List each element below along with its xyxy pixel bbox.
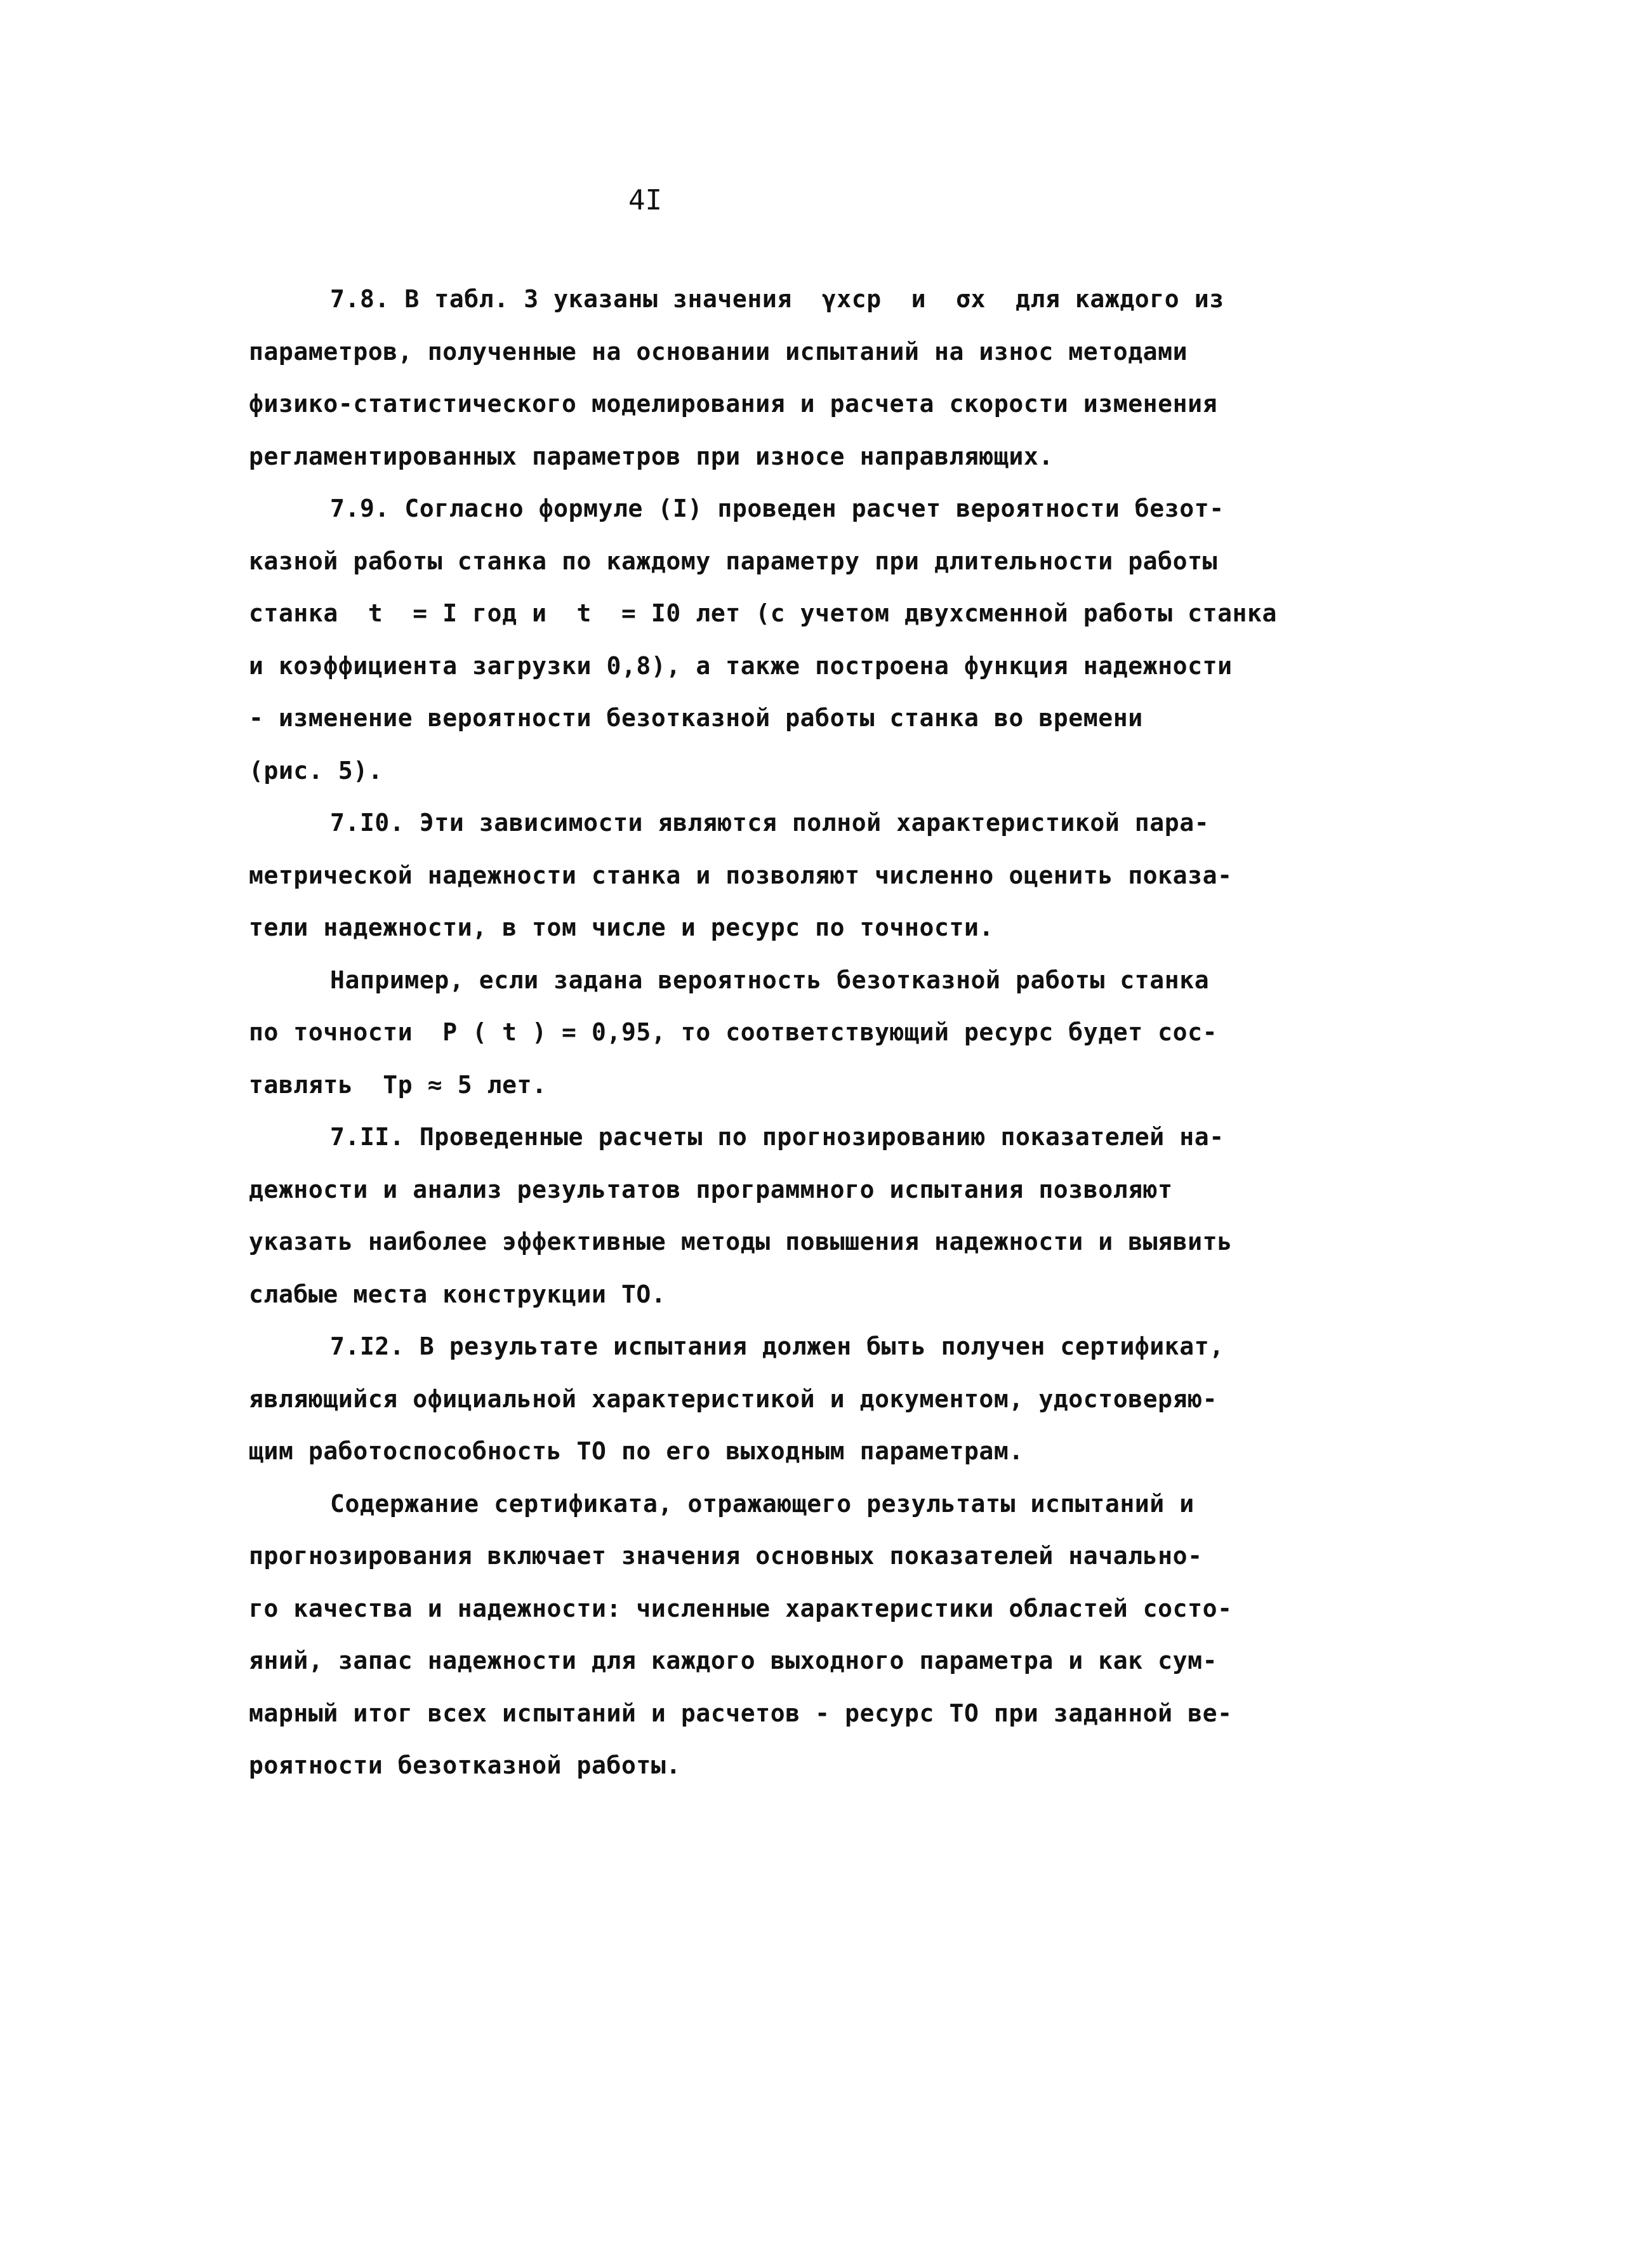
text-line: роятности безотказной работы. [249,1751,681,1779]
text-line: тели надежности, в том числе и ресурс по точности. [249,913,994,941]
text-line: слабые места конструкции ТО. [249,1280,666,1308]
text-line: 7.I2. В результате испытания должен быть получен сертификат, [330,1332,1224,1360]
text-line: 7.I0. Эти зависимости являются полной характеристикой пара- [330,809,1210,837]
text-line: станка t = I год и t = I0 лет (с учетом двухсменной работы станка [249,599,1277,627]
text-line: марный итог всех испытаний и расчетов - ресурс ТО при заданной ве- [249,1699,1233,1727]
text-line: Содержание сертификата, отражающего результаты испытаний и [330,1489,1195,1518]
text-line: регламентированных параметров при износе направляющих. [249,442,1054,470]
text-line: по точности P ( t ) = 0,95, то соответствующий ресурс будет сос- [249,1018,1218,1046]
text-line: дежности и анализ результатов программного испытания позволяют [249,1175,1173,1204]
text-line: щим работоспособность ТО по его выходным параметрам. [249,1437,1024,1465]
text-line: метрической надежности станка и позволяют численно оценить показа- [249,861,1233,889]
text-line: го качества и надежности: численные характеристики областей состо- [249,1594,1233,1622]
text-line: тавлять Tр ≈ 5 лет. [249,1070,547,1099]
text-line: и коэффициента загрузки 0,8), а также построена функция надежности [249,651,1233,680]
body-text [249,273,1328,1792]
text-line: (рис. 5). [249,756,383,785]
text-line: прогнозирования включает значения основных показателей начально- [249,1542,1203,1570]
text-line: 7.II. Проведенные расчеты по прогнозированию показателей на- [330,1123,1224,1151]
text-line: указать наиболее эффективные методы повышения надежности и выявить [249,1228,1233,1256]
text-line: 7.9. Согласно формуле (I) проведен расчет вероятности безот- [330,494,1224,522]
text-line: являющийся официальной характеристикой и документом, удостоверяю- [249,1384,1218,1413]
text-line: Например, если задана вероятность безотказной работы станка [330,965,1210,994]
text-line: 7.8. В табл. 3 указаны значения γxср и σx для каждого из [330,285,1224,313]
text-line: яний, запас надежности для каждого выходного параметра и как сум- [249,1647,1218,1674]
text-line: казной работы станка по каждому параметру при длительности работы [249,547,1218,575]
text-line: физико-статистического моделирования и расчета скорости изменения [249,390,1218,418]
text-line: - изменение вероятности безотказной работы станка во времени [249,704,1143,732]
page-number: 4I [628,184,662,216]
text-line: параметров, полученные на основании испытаний на износ методами [249,337,1188,366]
